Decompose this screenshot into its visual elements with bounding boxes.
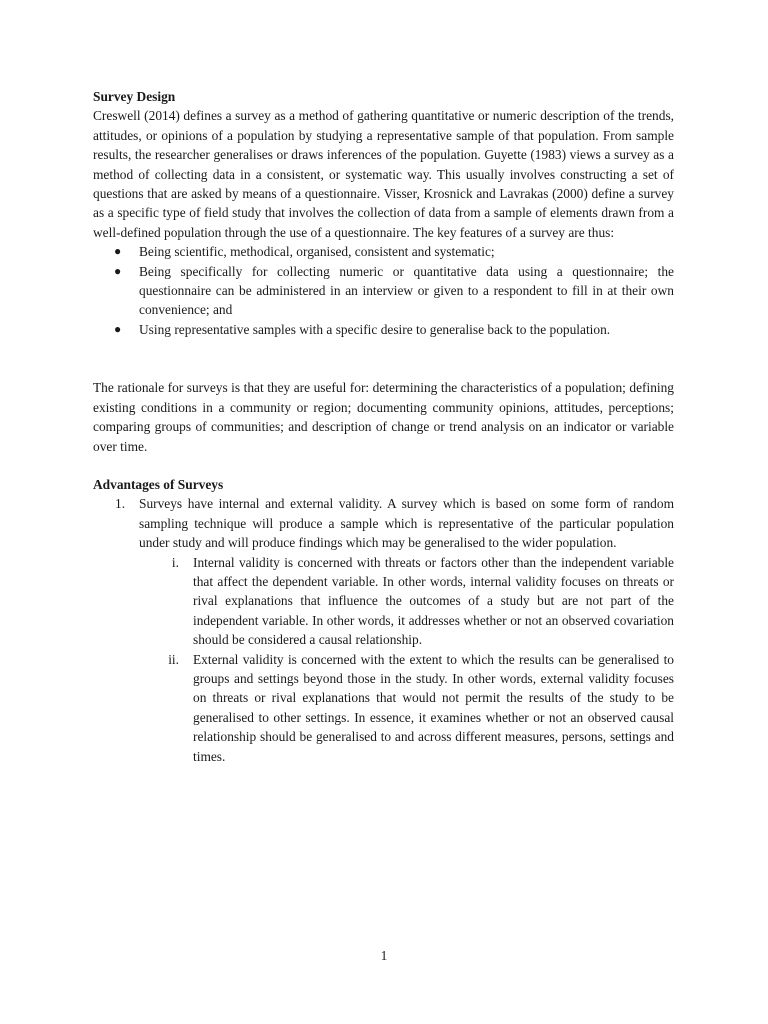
bullet-icon: ● <box>114 244 122 259</box>
sublist-number: i. <box>171 554 179 570</box>
list-number: 1. <box>115 496 126 512</box>
list-item <box>93 320 674 339</box>
bullet-icon: ● <box>114 321 122 336</box>
survey-design-paragraph: Creswell (2014) defines a survey as a method of gathering quantitative or numeric description of the trends, attitudes, or opinions of a population by studying a representative sample of that population. From sample results, the researcher generalises or draws inferences of the population. Guyette (1983) views a survey as a method of collecting data in a consistent, or systematic way. This usually involves constructing a set of questions that are asked by means of a questionnaire. Visser, Krosnick and Lavrakas (2000) define a survey as a specific type of field study that involves the collection of data from a sample of elements drawn from a well-defined population through the use of a questionnaire. The key features of a survey are thus: <box>93 108 674 240</box>
list-item <box>93 494 674 766</box>
list-item-text: Using representative samples with a specific desire to generalise back to the population. <box>139 321 611 337</box>
sublist-item-text: External validity is concerned with the extent to which the results can be generalised to groups and settings beyond those in the study. In other words, external validity focuses on threats or rival explanations that would not permit the results of the study to be generalised to other settings. In essence, it examines whether or not an observed causal relationship should be generalised to and across different measures, persons, settings and times. <box>193 651 674 764</box>
list-item <box>93 262 674 320</box>
list-item-text: Being specifically for collecting numeric or quantitative data using a questionnaire; the questionnaire can be administered in an interview or given to a respondent to fill in at their own convenience; and <box>139 263 674 318</box>
list-item-text: Surveys have internal and external validity. A survey which is based on some form of random sampling technique will produce a sample which is representative of the particular population under study and will produce findings which may be generalised to the wider population. <box>139 496 674 551</box>
page-content <box>93 87 674 766</box>
spacer <box>93 339 674 378</box>
rationale-paragraph: The rationale for surveys is that they are useful for: determining the characteristics of a population; defining existing conditions in a community or region; documenting community opinions, attitudes, perceptions; comparing groups of communities; and description of change or trend analysis on an indicator or variable over time. <box>93 380 674 454</box>
validity-sublist <box>139 553 674 766</box>
list-item <box>93 242 674 261</box>
bullet-icon: ● <box>114 263 122 278</box>
advantages-list <box>93 494 674 766</box>
sublist-item <box>139 553 674 650</box>
page-number: 1 <box>380 948 388 963</box>
list-item-text: Being scientific, methodical, organised, consistent and systematic; <box>139 244 495 260</box>
key-features-list <box>93 242 674 339</box>
section-heading-survey-design: Survey Design <box>93 89 176 104</box>
sublist-number: ii. <box>168 651 179 667</box>
spacer <box>93 456 674 475</box>
sublist-item-text: Internal validity is concerned with threats or factors other than the independent variable that affect the dependent variable. In other words, internal validity focuses on threats or rival explanations that influence the outcomes of a study but are not part of the independent variable. In other words, it addresses whether or not an observed covariation should be considered a causal relationship. <box>193 554 674 648</box>
section-heading-advantages: Advantages of Surveys <box>93 476 224 492</box>
sublist-item <box>139 650 674 766</box>
